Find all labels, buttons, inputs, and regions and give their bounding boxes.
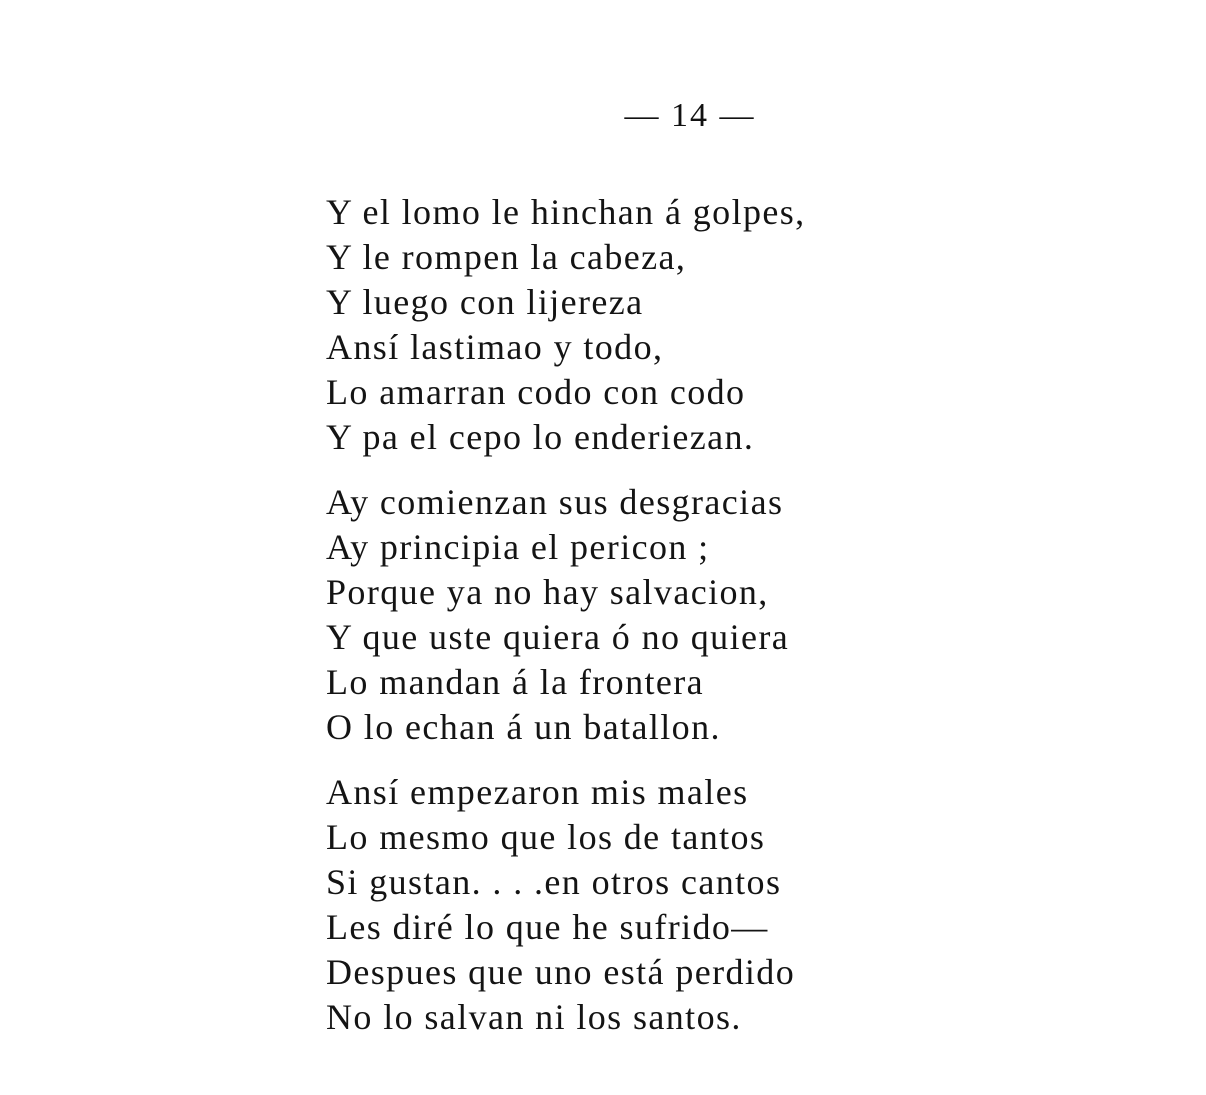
- poem-line: Ay comienzan sus desgracias: [326, 482, 784, 522]
- poem-line: Ansí empezaron mis males: [326, 772, 749, 812]
- poem-line: Lo amarran codo con codo: [326, 372, 746, 412]
- poem-line: Y le rompen la cabeza,: [326, 237, 687, 277]
- poem-line: Y luego con lijereza: [326, 282, 644, 322]
- poem-line: Y que uste quiera ó no quiera: [326, 617, 790, 657]
- poem-line: No lo salvan ni los santos.: [326, 997, 742, 1037]
- poem-line: Ay principia el pericon ;: [326, 527, 710, 567]
- poem-line: Si gustan. . . .en otros cantos: [326, 862, 782, 902]
- stanza-2: [326, 480, 926, 750]
- stanza-3: [326, 770, 926, 1040]
- poem-line: Despues que uno está perdido: [326, 952, 796, 992]
- stanza-1: [326, 190, 926, 460]
- poem-line: Ansí lastimao y todo,: [326, 327, 664, 367]
- poem-line: Lo mandan á la frontera: [326, 662, 705, 702]
- poem: [326, 190, 926, 1040]
- poem-line: Les diré lo que he sufrido—: [326, 907, 769, 947]
- page-number: — 14 —: [624, 97, 756, 134]
- poem-line: Porque ya no hay salvacion,: [326, 572, 769, 612]
- poem-line: Y pa el cepo lo enderiezan.: [326, 417, 755, 457]
- poem-line: O lo echan á un batallon.: [326, 707, 721, 747]
- poem-line: Y el lomo le hinchan á golpes,: [326, 192, 806, 232]
- poem-line: Lo mesmo que los de tantos: [326, 817, 766, 857]
